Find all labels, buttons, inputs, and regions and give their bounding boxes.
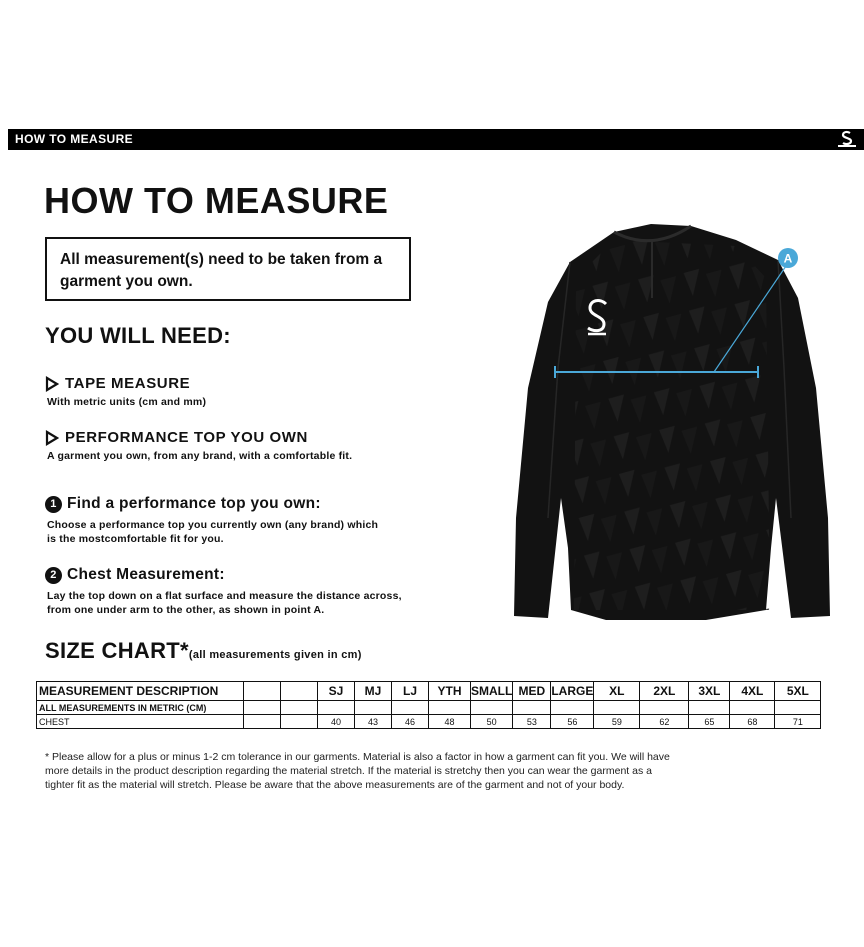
table-empty-cell <box>594 701 640 715</box>
table-header-row <box>37 682 821 701</box>
size-chart-subtitle: (all measurements given in cm) <box>188 649 362 661</box>
step-title: Chest Measurement: <box>67 566 225 583</box>
note-box <box>45 237 411 301</box>
size-header-cell: MJ <box>355 682 392 701</box>
chest-value-cell: 50 <box>471 715 513 729</box>
table-row <box>37 701 821 715</box>
point-a-label: A <box>783 251 793 266</box>
you-will-need-heading: YOU WILL NEED: <box>45 323 231 348</box>
table-empty-cell <box>281 715 318 729</box>
brand-logo-icon <box>836 130 858 149</box>
note-text: All measurement(s) need to be taken from a garment you own. <box>60 251 383 290</box>
garment-diagram <box>486 218 831 623</box>
table-empty-cell <box>775 701 821 715</box>
table-empty-cell <box>730 701 775 715</box>
size-header-cell: LJ <box>392 682 429 701</box>
size-header-cell: 2XL <box>640 682 689 701</box>
step-desc-line: from one under arm to the other, as shown in point A. <box>47 604 325 616</box>
chest-value-cell: 46 <box>392 715 429 729</box>
header-bar <box>8 129 864 150</box>
step-desc <box>47 589 402 617</box>
step-desc-line: is the mostcomfortable fit for you. <box>47 533 224 545</box>
garment-body-pattern <box>574 240 770 610</box>
table-empty-cell <box>471 701 513 715</box>
chest-value-cell: 68 <box>730 715 775 729</box>
table-empty-cell <box>689 701 730 715</box>
step-number-badge: 2 <box>45 567 62 584</box>
table-empty-cell <box>513 701 551 715</box>
step-desc <box>47 518 378 546</box>
chest-value-cell: 40 <box>318 715 355 729</box>
metric-note-cell: ALL MEASUREMENTS IN METRIC (CM) <box>37 701 244 715</box>
header-bar-label: HOW TO MEASURE <box>15 132 134 146</box>
step-title: Find a performance top you own: <box>67 495 321 512</box>
need-item-desc: With metric units (cm and mm) <box>47 396 207 408</box>
step-2-heading <box>45 566 225 584</box>
table-empty-cell <box>244 701 281 715</box>
need-item-title: PERFORMANCE TOP YOU OWN <box>65 429 308 446</box>
table-empty-cell <box>551 701 594 715</box>
table-empty-cell <box>244 715 281 729</box>
chest-value-cell: 62 <box>640 715 689 729</box>
size-header-cell: SJ <box>318 682 355 701</box>
step-number-badge: 1 <box>45 496 62 513</box>
play-triangle-icon <box>45 430 59 446</box>
size-chart-heading <box>45 638 362 664</box>
need-item-desc: A garment you own, from any brand, with a comfortable fit. <box>47 450 353 462</box>
size-header-cell: MED <box>513 682 551 701</box>
size-header-cell: XL <box>594 682 640 701</box>
chest-value-cell: 59 <box>594 715 640 729</box>
table-empty-cell <box>281 682 318 701</box>
size-header-cell: SMALL <box>471 682 513 701</box>
table-empty-cell <box>429 701 471 715</box>
size-header-cell: 3XL <box>689 682 730 701</box>
step-desc-line: Choose a performance top you currently own (any brand) which <box>47 519 379 531</box>
footnote-line: * Please allow for a plus or minus 1-2 cm tolerance in our garments. Material is also a factor in how a garment can fit you. We will have <box>45 751 670 763</box>
size-header-cell: 4XL <box>730 682 775 701</box>
table-empty-cell <box>318 701 355 715</box>
size-chart-title: SIZE CHART* <box>45 638 189 663</box>
size-header-cell: 5XL <box>775 682 821 701</box>
need-item-top <box>45 429 308 446</box>
chest-value-cell: 65 <box>689 715 730 729</box>
chest-label-cell: CHEST <box>37 715 244 729</box>
chest-value-cell: 71 <box>775 715 821 729</box>
size-header-cell: LARGE <box>551 682 594 701</box>
table-empty-cell <box>244 682 281 701</box>
chest-value-cell: 43 <box>355 715 392 729</box>
need-item-tape <box>45 375 190 392</box>
table-empty-cell <box>281 701 318 715</box>
table-empty-cell <box>640 701 689 715</box>
play-triangle-icon <box>45 376 59 392</box>
chest-value-cell: 56 <box>551 715 594 729</box>
chest-value-cell: 53 <box>513 715 551 729</box>
chest-value-cell: 48 <box>429 715 471 729</box>
footnote <box>45 750 725 792</box>
footnote-line: more details in the product description regarding the material stretch. If the material is stretchy then you can wear the garment as a <box>45 765 652 777</box>
footnote-line: tighter fit as the material will stretch. Please be aware that the above measurements are of the garment and not of your body. <box>45 779 625 791</box>
table-empty-cell <box>392 701 429 715</box>
size-table <box>36 681 821 729</box>
table-row <box>37 715 821 729</box>
size-header-cell: YTH <box>429 682 471 701</box>
need-item-title: TAPE MEASURE <box>65 375 191 392</box>
step-1-heading <box>45 495 321 513</box>
page-title: HOW TO MEASURE <box>44 180 389 221</box>
step-desc-line: Lay the top down on a flat surface and measure the distance across, <box>47 590 402 602</box>
table-empty-cell <box>355 701 392 715</box>
table-header-desc: MEASUREMENT DESCRIPTION <box>37 682 244 701</box>
